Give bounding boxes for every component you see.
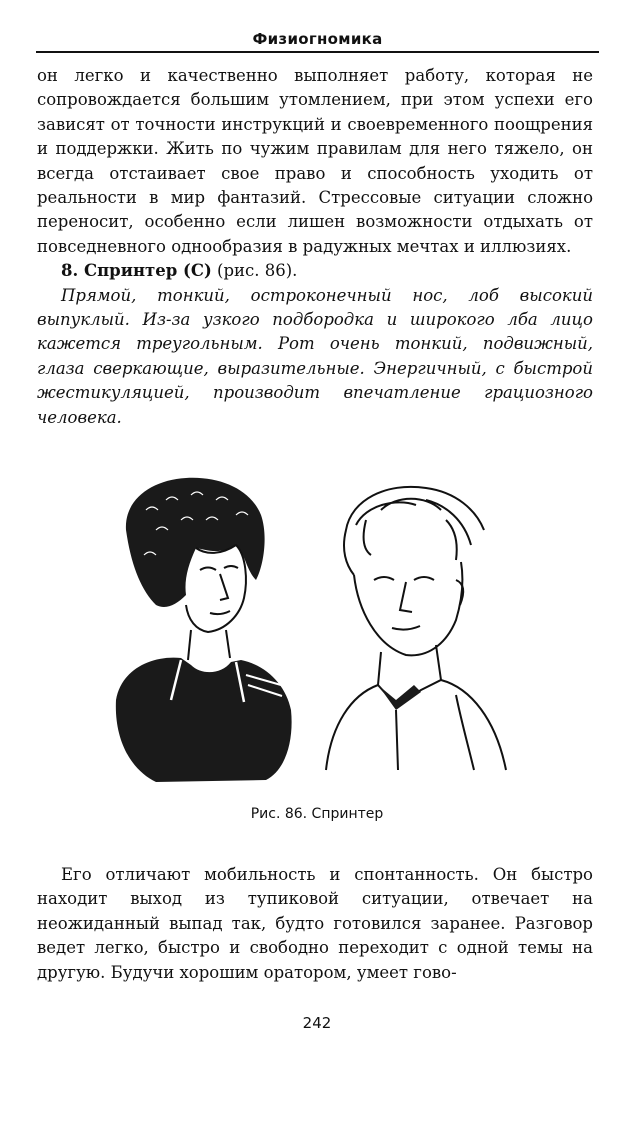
man-nose [400,582,412,612]
section-heading: 8. Спринтер (С) [61,261,212,281]
paragraph-mobility: Его отличают мобильность и спонтанность. Он быстро находит выход из тупиковой ситуации, отвечает на неожиданный выпад так, будто готовился заранее. Разговор ведет легко, быстро и свободно переходит с одной темы на другую. Будучи хорошим оратором, умеет гово- [37,865,593,982]
figure-caption: Рис. 86. Спринтер [250,806,384,822]
man-portrait [326,487,506,770]
man-hair [344,487,484,575]
man-eye-right [414,577,434,580]
body-text-bottom [37,863,593,985]
section-description: Прямой, тонкий, остроконечный нос, лоб высокий выпуклый. Из-за узкого подбородка и широкого лба лицо кажется треугольным. Рот очень тонкий, подвижный, глаза сверкающие, выразительные. Энергичный, с быстрой жестикуляцией, производит впечатление грациозного человека. [37,285,593,427]
man-face [354,562,462,655]
woman-hair [126,478,265,607]
woman-mouth [210,611,230,614]
man-mouth [392,626,420,630]
man-collar [378,685,421,710]
page-number: 242 [302,1014,332,1032]
woman-nose [220,574,228,600]
figure-reference: (рис. 86). [211,261,298,281]
running-header: Физиогномика [36,30,599,53]
woman-portrait [116,478,292,782]
body-text-top [37,64,593,430]
section-heading-line [37,259,593,283]
woman-top [116,658,292,782]
woman-face [186,545,246,632]
paragraph-continued: он легко и качественно выполняет работу, которая не сопровождается большим утомлением, при этом успехи его зависят от точности инструкций и своевременного поощрения и поддержки. Жить по чужим правилам для него тяжело, он всегда отстаивает свое право и способность уходить от реальности в мир фантазий. Стрессовые ситуации сложно переносит, особенно если лишен возможности отдыхать от повседневного однообразия в радужных мечтах и иллюзиях. [37,66,593,256]
woman-eye-right [224,566,238,568]
sprinter-illustration [96,470,526,790]
man-eye-left [374,577,394,580]
man-shirt-lines [396,695,474,770]
woman-neck [188,630,230,660]
woman-eye-left [200,568,216,571]
